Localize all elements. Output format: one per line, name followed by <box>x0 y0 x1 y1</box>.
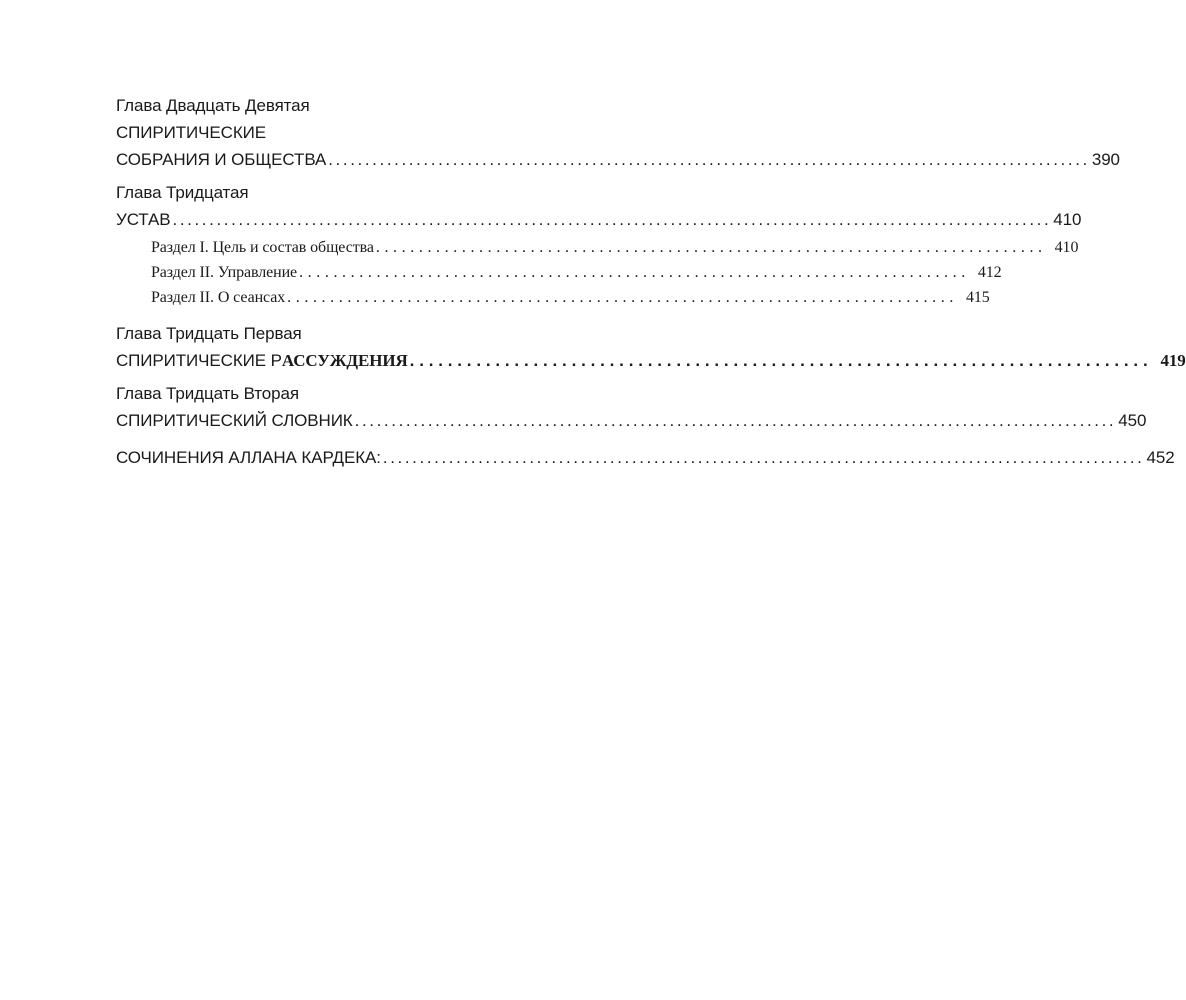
toc-entry-chapter-31 <box>116 320 1186 374</box>
table-of-contents <box>116 92 1186 471</box>
page-number: 410 <box>1054 239 1079 256</box>
chapter-title: СПИРИТИЧЕСКИЙ СЛОВНИК <box>116 411 353 430</box>
chapter-title-line1: СПИРИТИЧЕСКИЕ <box>116 123 266 142</box>
toc-line <box>116 206 1082 233</box>
toc-entry-chapter-30 <box>116 179 1082 310</box>
dot-leader: .............................................................................. <box>299 264 970 281</box>
section-title: Раздел II. Управление <box>151 264 298 281</box>
dot-leader: ........................................................................................................ <box>382 448 1145 467</box>
page-number: 419 <box>1160 351 1186 370</box>
chapter-title: УСТАВ <box>116 210 171 229</box>
chapter-title-line2: СОБРАНИЯ И ОБЩЕСТВА <box>116 150 327 169</box>
toc-entry-chapter-32 <box>116 380 1147 434</box>
toc-line <box>116 347 1186 374</box>
page-number: 390 <box>1091 150 1120 169</box>
entry-title: СОЧИНЕНИЯ АЛЛАНА КАРДЕКА: <box>116 448 381 467</box>
chapter-label: Глава Тридцать Первая <box>116 324 302 343</box>
dot-leader: .............................................................................. <box>287 289 958 306</box>
chapter-label: Глава Тридцатая <box>116 183 249 202</box>
dot-leader: .............................................................................. <box>409 351 1153 370</box>
toc-line <box>116 407 1147 434</box>
chapter-title-bold-part: АССУЖДЕНИЯ <box>281 351 408 370</box>
page-number: 452 <box>1146 448 1175 467</box>
dot-leader: ........................................................................................................................ <box>172 210 1052 229</box>
section-line <box>116 285 990 310</box>
section-line <box>116 260 1002 285</box>
page-number: 410 <box>1053 210 1082 229</box>
toc-entry-chapter-29 <box>116 92 1120 173</box>
page-number: 450 <box>1118 411 1147 430</box>
dot-leader: ........................................................................................................ <box>354 411 1117 430</box>
section-line <box>116 235 1079 260</box>
chapter-title <box>116 347 408 374</box>
section-title: Раздел II. О сеансах <box>151 289 286 306</box>
chapter-label: Глава Двадцать Девятая <box>116 96 310 115</box>
dot-leader: ........................................................................................................ <box>328 150 1090 169</box>
chapter-title-regular-part: СПИРИТИЧЕСКИЕ Р <box>116 351 282 370</box>
section-title: Раздел I. Цель и состав общества <box>151 239 374 256</box>
page-number: 415 <box>965 289 990 306</box>
toc-entry-works <box>116 444 1175 471</box>
chapter-label: Глава Тридцать Вторая <box>116 384 299 403</box>
toc-line <box>116 444 1175 471</box>
dot-leader: .............................................................................. <box>375 239 1047 256</box>
toc-line <box>116 146 1120 173</box>
section-list <box>116 235 1079 310</box>
page-number: 412 <box>977 264 1002 281</box>
